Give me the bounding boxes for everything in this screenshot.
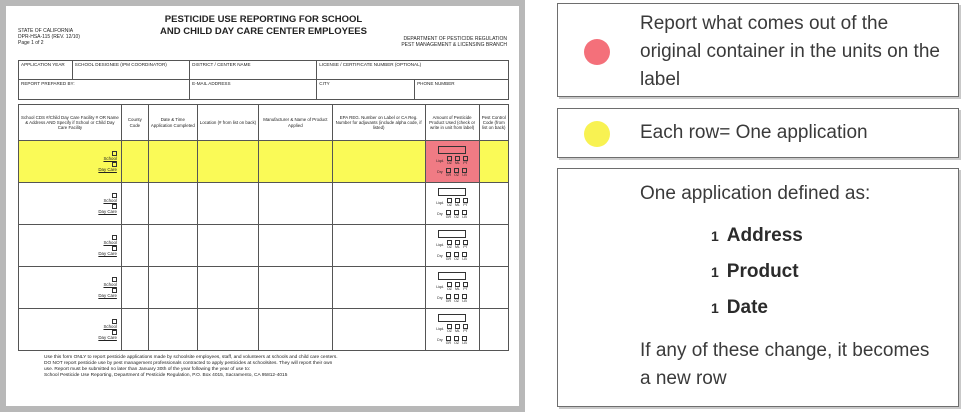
liquid-unit-row [436,324,468,333]
col-header-epa-reg: EPA REG. Number on Label or CA Reg. Number for adjuvants (include alpha code, if listed) [332,105,425,141]
col-header-date: Date & Time Application Completed [148,105,197,141]
amount-group [426,146,479,177]
district-center-field[interactable]: DISTRICT / CENTER NAME [190,61,317,79]
amount-cell[interactable] [425,141,479,183]
definition-word: Date [726,297,768,318]
amount-cell[interactable] [425,267,479,309]
unit-label: LB [462,340,467,345]
email-field[interactable]: E-MAIL ADDRESS [190,80,317,99]
location-cell[interactable] [197,267,258,309]
table-header-row [19,105,509,141]
callout-container-units [557,3,959,97]
liquid-label: Liqd. [436,158,445,163]
amount-cell[interactable] [425,183,479,225]
facility-cell[interactable] [19,141,122,183]
unit-label: PT [463,203,468,208]
unit-label: ML [455,245,461,250]
location-cell[interactable] [197,225,258,267]
amount-input[interactable] [438,146,466,154]
product-cell[interactable] [259,141,333,183]
daycare-label: Day Care [98,292,117,298]
unit-label: ML [455,203,461,208]
unit-label: LB [462,214,467,219]
facility-cell[interactable] [19,309,122,351]
product-cell[interactable] [259,225,333,267]
daycare-label: Day Care [98,208,117,214]
form-department-block [401,36,507,48]
col-header-product: Manufacturer & Name of Product Applied [259,105,333,141]
city-field[interactable]: CITY [317,80,415,99]
col-header-school: School CDS #/Child Day Care Facility # OR Name & Address AND Specify if School or Child Day Care Facility [19,105,122,141]
unit-option[interactable] [446,252,451,261]
liquid-unit-row [436,240,468,249]
unit-option[interactable] [446,210,451,219]
callout-row-rule [557,108,959,158]
facility-cell[interactable] [19,183,122,225]
unit-option[interactable] [463,198,468,207]
definition-count: 1 [711,228,719,244]
date-time-cell[interactable] [148,225,197,267]
county-code-cell[interactable] [121,183,148,225]
unit-option[interactable] [447,282,452,291]
amount-input[interactable] [438,314,466,322]
school-checkbox[interactable] [112,193,117,198]
school-designee-field[interactable]: SCHOOL DESIGNEE (IPM COORDINATOR) [73,61,190,79]
date-time-cell[interactable] [148,183,197,225]
daycare-label: Day Care [98,250,117,256]
unit-option[interactable] [462,336,467,345]
epa-reg-cell[interactable] [332,267,425,309]
unit-option[interactable] [455,156,460,165]
product-cell[interactable] [259,183,333,225]
location-cell[interactable] [197,309,258,351]
liquid-label: Liqd. [436,242,445,247]
unit-option[interactable] [463,324,468,333]
definition-item-product [711,261,803,297]
definition-count: 1 [711,264,719,280]
unit-label: GR [445,298,452,303]
report-prepared-by-field[interactable]: REPORT PREPARED BY: [19,80,190,99]
info-row-2 [19,80,508,99]
school-checkbox[interactable] [112,151,117,156]
department-name: DEPARTMENT OF PESTICIDE REGULATION [403,36,507,42]
form-page-label: Page 1 of 2 [18,40,44,46]
liquid-unit-row [436,282,468,291]
unit-label: PT [463,245,468,250]
date-time-cell[interactable] [148,309,197,351]
phone-field[interactable]: PHONE NUMBER [417,81,455,86]
dry-label: Dry [437,170,443,174]
amount-group [426,230,479,261]
product-cell[interactable] [259,309,333,351]
amount-group [426,272,479,303]
table-row [19,267,509,309]
pest-code-cell[interactable] [479,309,508,351]
unit-option[interactable] [455,282,460,291]
callout-application-definition [557,168,959,407]
definition-footer: If any of these change, it becomes a new row [640,340,930,389]
facility-cell[interactable] [19,225,122,267]
location-cell[interactable] [197,183,258,225]
unit-option[interactable] [462,210,467,219]
col-header-pest-code: Pest Control Code (from list on back) [479,105,508,141]
county-code-cell[interactable] [121,225,148,267]
unit-option[interactable] [463,240,468,249]
school-checkbox[interactable] [112,277,117,282]
school-label: School [103,155,117,161]
epa-reg-cell[interactable] [332,141,425,183]
application-log-table [18,104,509,351]
unit-label: PT [463,161,468,166]
unit-label: GR [445,172,452,177]
school-label: School [103,239,117,245]
dry-unit-row [437,336,467,345]
branch-name: PEST MANAGEMENT & LICENSING BRANCH [401,42,507,48]
table-row [19,183,509,225]
liquid-unit-row [436,156,468,165]
form-info-grid [18,60,509,100]
liquid-label: Liqd. [436,284,445,289]
daycare-label: Day Care [98,334,117,340]
unit-option[interactable] [463,282,468,291]
pest-code-cell[interactable] [479,183,508,225]
table-row [19,141,509,183]
form-title-line-1: PESTICIDE USE REPORTING FOR SCHOOL [164,14,363,25]
county-code-cell[interactable] [121,309,148,351]
epa-reg-cell[interactable] [332,183,425,225]
unit-label: ML [455,287,461,292]
unit-label: OZ [454,214,460,219]
table-row [19,225,509,267]
unit-label: LB [462,172,467,177]
definition-count: 1 [711,300,719,316]
county-code-cell[interactable] [121,267,148,309]
liquid-label: Liqd. [436,326,445,331]
unit-option[interactable] [446,294,451,303]
liquid-label: Liqd. [436,200,445,205]
col-header-county: County Code [121,105,148,141]
license-number-field[interactable]: LICENSE / CERTIFICATE NUMBER (OPTIONAL) [319,62,422,67]
table-row [19,309,509,351]
form-title-line-2: AND CHILD DAY CARE CENTER EMPLOYEES [160,26,367,37]
unit-option[interactable] [455,198,460,207]
form-number-label: DPR-HSA-115 (REV. 12/10) [18,34,80,40]
school-checkbox[interactable] [112,235,117,240]
unit-option[interactable] [463,156,468,165]
unit-option[interactable] [462,168,467,177]
amount-input[interactable] [438,272,466,280]
county-code-cell[interactable] [121,141,148,183]
pest-code-cell[interactable] [479,267,508,309]
amount-input[interactable] [438,188,466,196]
unit-option[interactable] [454,252,459,261]
daycare-label: Day Care [98,166,117,172]
amount-group [426,188,479,219]
facility-cell[interactable] [19,267,122,309]
footer-line-1: Use this form ONLY to report pesticide applications made by schoolsite employees, staff, and volunteers at schools and child care centers. [44,355,338,360]
yellow-dot-icon [584,121,610,147]
dry-label: Dry [437,296,443,300]
unit-label: OZ [454,256,460,261]
col-header-amount: Amount of Pesticide Product Used (check or write in unit from label) [425,105,479,141]
unit-option[interactable] [447,198,452,207]
epa-reg-cell[interactable] [332,225,425,267]
unit-option[interactable] [454,168,459,177]
epa-reg-cell[interactable] [332,309,425,351]
info-row-1 [19,61,508,80]
form-footer-notes [18,355,509,379]
unit-label: ML [455,329,461,334]
red-dot-icon [584,39,610,65]
school-label: School [103,197,117,203]
form-title [18,14,509,38]
definition-list [711,225,803,333]
definition-word: Product [726,261,799,282]
date-time-cell[interactable] [148,267,197,309]
unit-label: LB [462,256,467,261]
liquid-unit-row [436,198,468,207]
definition-item-date [711,297,803,333]
unit-option[interactable] [446,336,451,345]
dry-unit-row [437,252,467,261]
form-header [18,14,509,60]
definition-word: Address [726,225,803,246]
unit-option[interactable] [455,240,460,249]
unit-label: GR [445,340,452,345]
unit-label: OZ [447,161,453,166]
unit-option[interactable] [447,240,452,249]
pest-code-cell[interactable] [479,141,508,183]
footer-line-2: DO NOT report pesticide use by pest management professionals contracted to apply pesticides at schoolsites. They will report their own [44,361,333,366]
pesticide-form-page [6,6,519,406]
unit-label: GR [445,214,452,219]
unit-option[interactable] [447,324,452,333]
table-body [19,141,509,351]
dry-label: Dry [437,254,443,258]
dry-unit-row [437,210,467,219]
school-label: School [103,323,117,329]
amount-cell[interactable] [425,309,479,351]
location-cell[interactable] [197,141,258,183]
unit-option[interactable] [446,168,451,177]
dry-label: Dry [437,338,443,342]
amount-group [426,314,479,345]
product-cell[interactable] [259,267,333,309]
definition-item-address [711,225,803,261]
school-label: School [103,281,117,287]
unit-label: LB [462,298,467,303]
footer-line-3: use. Report must be submitted no later than January 30th of the year following the year of use to: [44,367,251,372]
pest-code-cell[interactable] [479,225,508,267]
unit-label: OZ [447,245,453,250]
school-checkbox[interactable] [112,319,117,324]
unit-label: OZ [447,329,453,334]
callout-row-text: Each row= One application [640,122,868,143]
unit-option[interactable] [455,324,460,333]
date-time-cell[interactable] [148,141,197,183]
footer-line-4: School Pesticide Use Reporting, Department of Pesticide Regulation, P.O. Box 4015, Sacramento, CA 95812-4015 [44,373,288,378]
unit-label: OZ [454,340,460,345]
callout-container-text: Report what comes out of the original container in the units on the label [640,13,940,90]
definition-title: One application defined as: [640,183,871,204]
unit-option[interactable] [454,210,459,219]
unit-label: OZ [447,287,453,292]
form-state-label: STATE OF CALIFORNIA [18,28,74,34]
unit-label: OZ [454,172,460,177]
unit-option[interactable] [462,294,467,303]
dry-unit-row [437,294,467,303]
unit-option[interactable] [462,252,467,261]
col-header-location: Location (# from list on back) [197,105,258,141]
unit-label: OZ [454,298,460,303]
amount-input[interactable] [438,230,466,238]
unit-option[interactable] [447,156,452,165]
unit-option[interactable] [454,294,459,303]
amount-cell[interactable] [425,225,479,267]
dry-label: Dry [437,212,443,216]
unit-label: PT [463,329,468,334]
unit-label: GR [445,256,452,261]
unit-label: ML [455,161,461,166]
unit-option[interactable] [454,336,459,345]
dry-unit-row [437,168,467,177]
unit-label: PT [463,287,468,292]
application-year-field[interactable]: APPLICATION YEAR [19,61,73,79]
unit-label: OZ [447,203,453,208]
